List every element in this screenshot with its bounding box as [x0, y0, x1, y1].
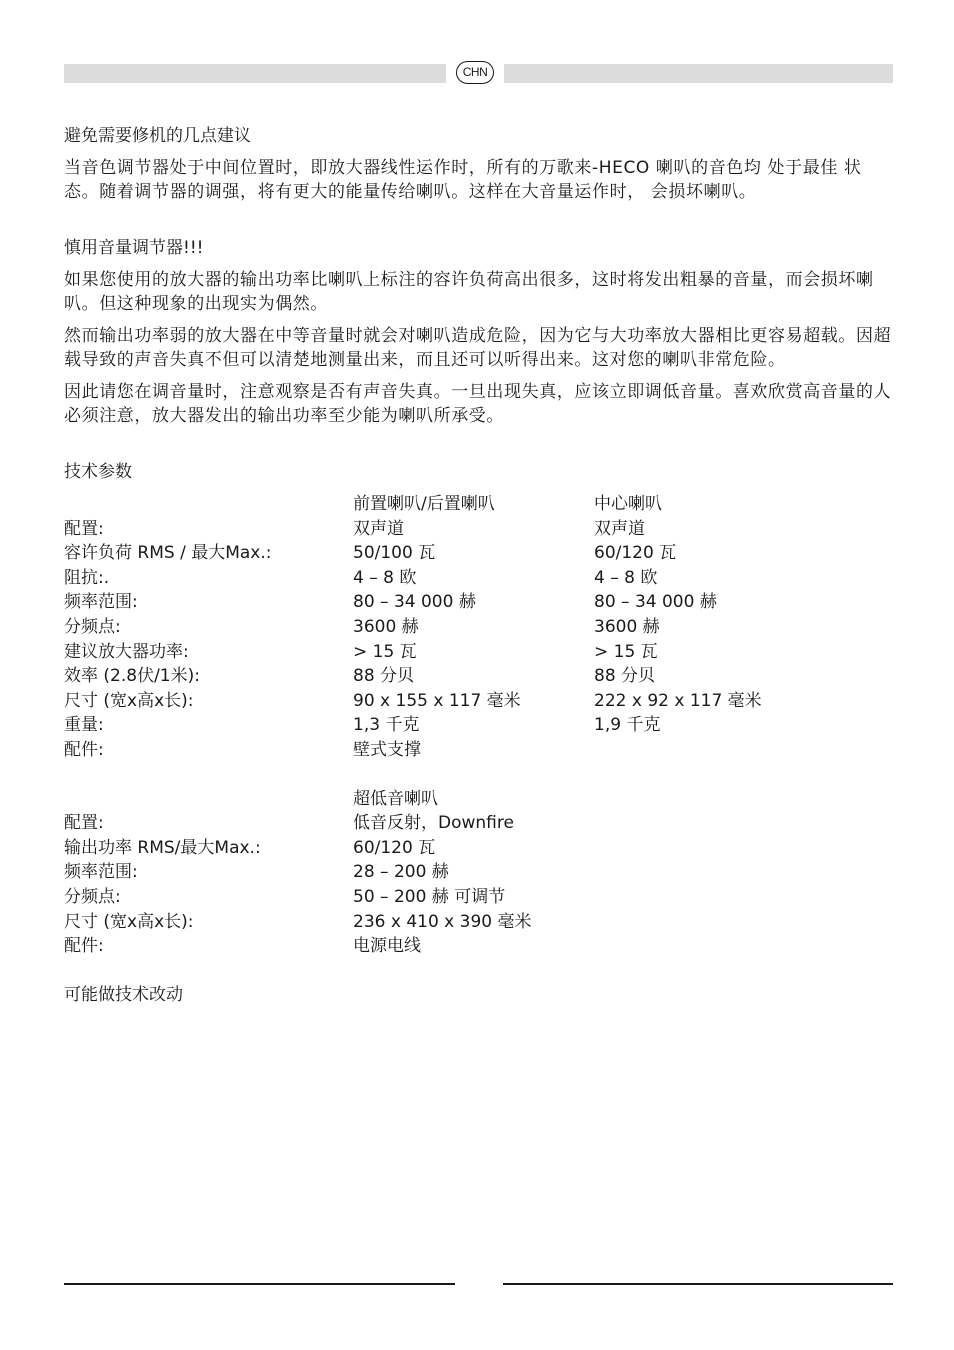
spec-table-speakers: [64, 492, 762, 763]
spec-value-center: 1,9 千克: [594, 715, 661, 736]
paragraph-volume-2: 然而输出功率弱的放大器在中等音量时就会对喇叭造成危险，因为它与大功率放大器相比更容易超载。因超载导致的声音失真不但可以清楚地测量出来，而且还可以听得出来。这对您的喇叭非常危险。: [64, 326, 892, 370]
table-row: [64, 615, 762, 640]
table-row: [64, 934, 531, 959]
spec-label: 阻抗:.: [64, 567, 110, 588]
spec-value-front-rear: 90 x 155 x 117 毫米: [353, 690, 521, 711]
table-row: [64, 541, 762, 566]
spacer: [64, 959, 894, 983]
table-row: [64, 689, 762, 714]
spec-header-front-rear: 前置喇叭/后置喇叭: [353, 494, 495, 514]
spec-value-center: 双声道: [594, 518, 645, 539]
spec-value-front-rear: 80 – 34 000 赫: [353, 592, 476, 613]
footer-rule-right: [503, 1283, 893, 1285]
paragraph-volume-1: 如果您使用的放大器的输出功率比喇叭上标注的容许负荷高出很多，这时将发出粗暴的音量，而会损坏喇叭。但这种现象的出现实为偶然。: [64, 270, 874, 314]
spec-value-front-rear: 3600 赫: [353, 616, 419, 637]
spacer: [64, 436, 894, 460]
table-row: [64, 910, 531, 935]
spec-label: 配件:: [64, 739, 104, 760]
paragraph-volume-3: 因此请您在调音量时，注意观察是否有声音失真。一旦出现失真，应该立即调低音量。喜欢欣赏高音量的人必须注意，放大器发出的输出功率至少能为喇叭所承受。: [64, 382, 892, 426]
table-row: [64, 860, 531, 885]
spec-label: 分频点:: [64, 616, 121, 637]
table-row: [64, 885, 531, 910]
spec-header-row: [64, 787, 531, 812]
spec-label: 尺寸 (宽x高x长):: [64, 911, 194, 932]
spec-label: 容许负荷 RMS / 最大Max.:: [64, 543, 272, 564]
spacer: [64, 212, 894, 236]
spec-header-center: 中心喇叭: [594, 494, 662, 514]
spec-value-center: 80 – 34 000 赫: [594, 592, 717, 613]
spec-table-subwoofer: [64, 787, 531, 959]
spec-value-front-rear: 双声道: [353, 518, 404, 539]
table-row: [64, 713, 762, 738]
spec-label: 建议放大器功率:: [64, 641, 189, 662]
spec-value-front-rear: 壁式支撑: [353, 739, 421, 760]
spec-value-center: > 15 瓦: [594, 641, 658, 662]
spec-value-subwoofer: 低音反射，Downfire: [353, 813, 514, 834]
spec-label: 效率 (2.8伏/1米):: [64, 666, 200, 687]
spec-label: 配件:: [64, 936, 104, 957]
spec-value-subwoofer: 28 – 200 赫: [353, 862, 449, 883]
spec-value-front-rear: 88 分贝: [353, 666, 415, 687]
spec-header-empty: [64, 787, 353, 812]
spec-label: 分频点:: [64, 886, 121, 907]
spec-value-subwoofer: 60/120 瓦: [353, 837, 436, 858]
spec-label: 配置:: [64, 813, 104, 834]
spec-value-subwoofer: 236 x 410 x 390 毫米: [353, 911, 532, 932]
table-row: [64, 640, 762, 665]
language-badge: CHN: [456, 61, 494, 84]
section-title-volume: 慎用音量调节器!!!: [64, 238, 204, 258]
section-title-specs: 技术参数: [64, 462, 132, 482]
spec-value-front-rear: 50/100 瓦: [353, 543, 436, 564]
spacer: [64, 763, 894, 787]
spec-value-center: 3600 赫: [594, 616, 660, 637]
paragraph-tone-control: 当音色调节器处于中间位置时，即放大器线性运作时，所有的万歌来-HECO 喇叭的音色均 处于最佳 状态。随着调节器的调强，将有更大的能量传给喇叭。这样在大音量运作时， 会损坏喇叭。: [64, 158, 862, 202]
table-row: [64, 836, 531, 861]
spec-value-center: [594, 738, 762, 763]
spec-header-row: [64, 492, 762, 517]
table-row: [64, 738, 762, 763]
spec-header-empty: [64, 492, 353, 517]
spec-value-front-rear: 1,3 千克: [353, 715, 420, 736]
spec-label: 频率范围:: [64, 592, 138, 613]
spec-value-front-rear: > 15 瓦: [353, 641, 417, 662]
section-title-maintenance: 避免需要修机的几点建议: [64, 126, 251, 146]
spec-value-front-rear: 4 – 8 欧: [353, 567, 417, 588]
spec-value-center: 88 分贝: [594, 666, 656, 687]
technical-change-note: 可能做技术改动: [64, 984, 183, 1005]
spec-label: 频率范围:: [64, 862, 138, 883]
spec-header-subwoofer: 超低音喇叭: [353, 788, 438, 809]
footer-rule-left: [64, 1283, 455, 1285]
spec-value-subwoofer: 电源电线: [353, 936, 421, 957]
spec-value-subwoofer: 50 – 200 赫 可调节: [353, 886, 506, 907]
table-row: [64, 517, 762, 542]
spec-label: 输出功率 RMS/最大Max.:: [64, 837, 261, 858]
table-row: [64, 664, 762, 689]
table-row: [64, 566, 762, 591]
spec-label: 尺寸 (宽x高x长):: [64, 690, 194, 711]
spec-label: 配置:: [64, 518, 104, 539]
document-body: [64, 124, 894, 1007]
spec-value-center: 4 – 8 欧: [594, 567, 658, 588]
spec-label: 重量:: [64, 715, 104, 736]
spec-value-center: 222 x 92 x 117 毫米: [594, 690, 762, 711]
table-row: [64, 811, 531, 836]
table-row: [64, 590, 762, 615]
spec-value-center: 60/120 瓦: [594, 543, 677, 564]
